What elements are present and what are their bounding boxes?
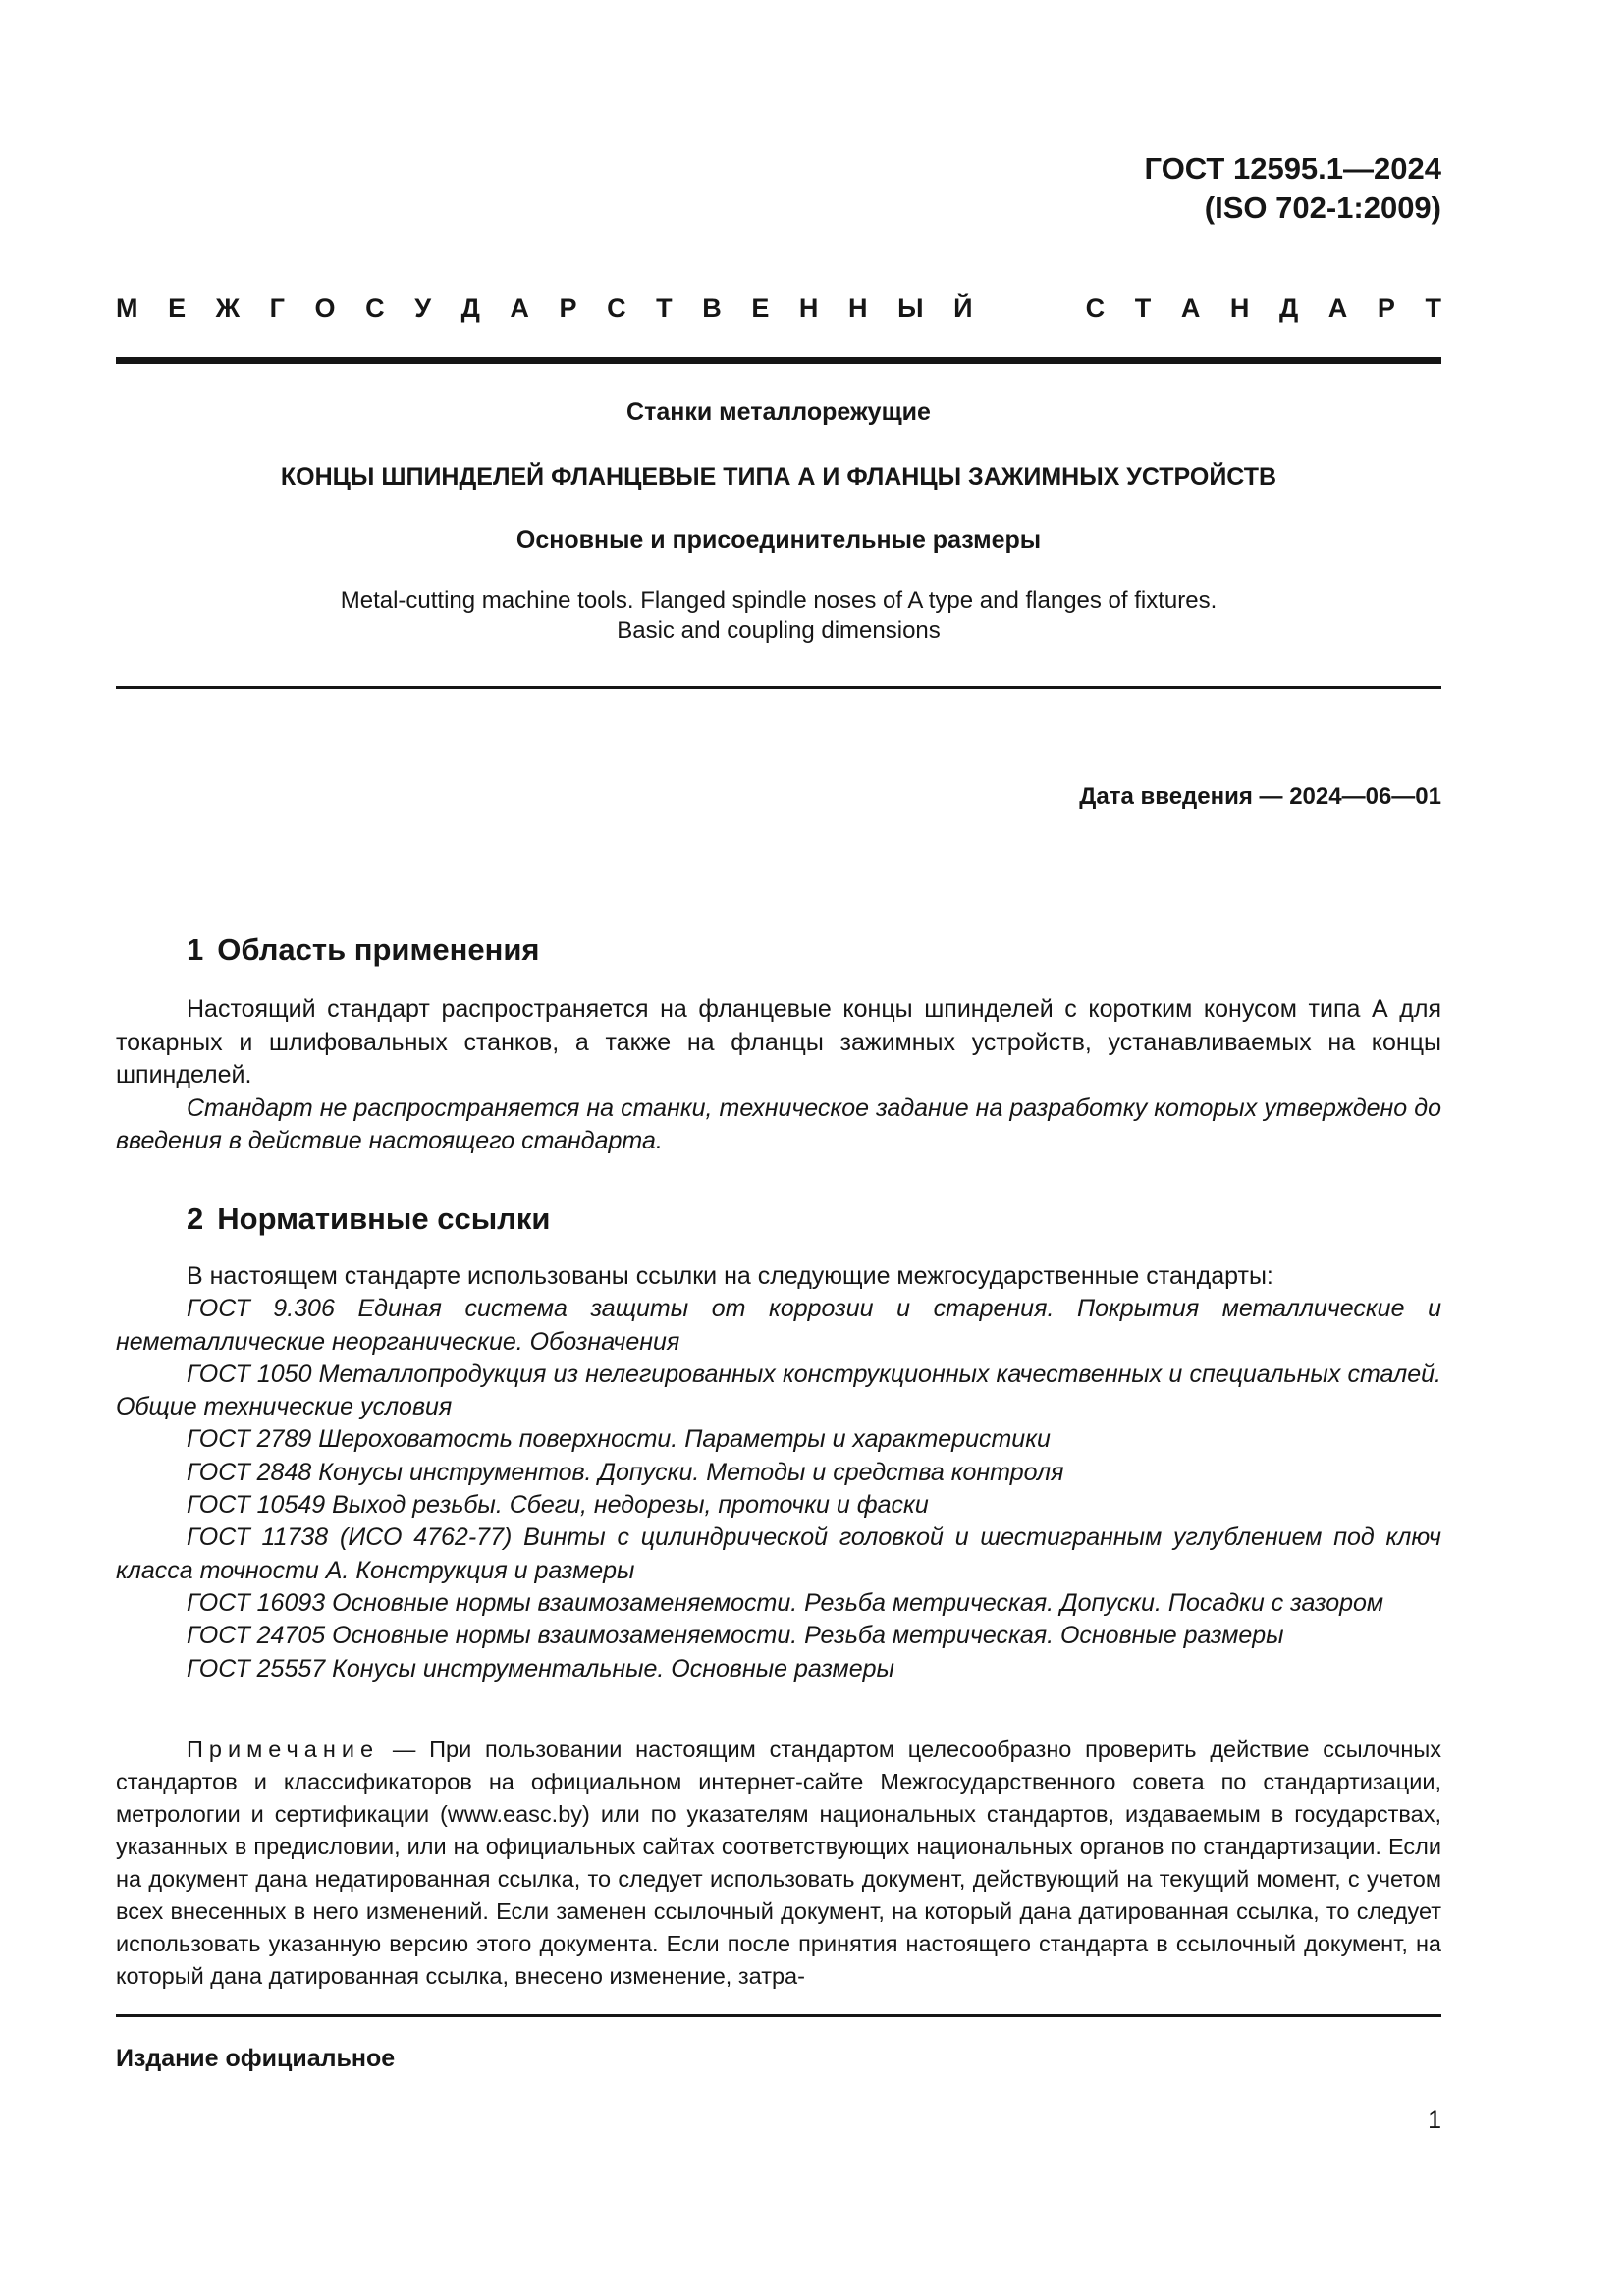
banner-letter: Т <box>1134 294 1152 323</box>
banner-letter: Р <box>1377 294 1395 323</box>
page-number: 1 <box>1428 2107 1441 2134</box>
date-of-introduction: Дата введения — 2024—06—01 <box>1079 783 1441 810</box>
section-2-number: 2 <box>187 1201 204 1236</box>
title-main: КОНЦЫ ШПИНДЕЛЕЙ ФЛАНЦЕВЫЕ ТИПА А И ФЛАНЦЫ ЗАЖИМНЫХ УСТРОЙСТВ <box>280 463 1277 491</box>
title-subtitle: Станки металлорежущие <box>626 399 931 426</box>
banner-letter: С <box>365 294 385 323</box>
banner-letter: О <box>314 294 336 323</box>
banner-letter: А <box>510 294 529 323</box>
banner-letter: С <box>1085 294 1106 323</box>
banner-letter: Т <box>656 294 673 323</box>
reference-item: ГОСТ 24705 Основные нормы взаимозаменяемости. Резьба метрическая. Основные размеры <box>187 1622 1284 1650</box>
note-paragraph <box>116 1734 1441 1993</box>
note-label: Примечание <box>187 1736 380 1762</box>
reference-item: ГОСТ 2789 Шероховатость поверхности. Параметры и характеристики <box>187 1425 1051 1454</box>
title-subtitle-2: Основные и присоединительные размеры <box>515 526 1042 554</box>
banner-letter: Н <box>848 294 868 323</box>
banner-letter: А <box>1327 294 1348 323</box>
english-title <box>116 585 1441 646</box>
section-1-heading <box>187 931 540 970</box>
banner-letter: В <box>702 294 722 323</box>
edition-label: Издание официальное <box>116 2045 396 2072</box>
section-2-intro: В настоящем стандарте использованы ссылки на следующие межгосударственные стандарты: <box>187 1262 1273 1290</box>
section-1-number: 1 <box>187 933 204 967</box>
header-rule <box>116 357 1441 364</box>
banner-letter: Г <box>269 294 285 323</box>
banner-word-gap <box>1002 291 1056 326</box>
english-title-line-2: Basic and coupling dimensions <box>617 617 941 644</box>
note-block <box>116 1734 1441 1993</box>
banner-letter: Й <box>953 294 973 323</box>
banner-letter: Е <box>168 294 187 323</box>
banner-letter: Д <box>460 294 480 323</box>
section-2-heading <box>187 1200 550 1239</box>
banner-letter: С <box>607 294 626 323</box>
standard-banner <box>116 291 1441 326</box>
footer-rule <box>116 2014 1441 2017</box>
title-rule <box>116 686 1441 689</box>
banner-letter: Т <box>1425 294 1441 323</box>
banner-letter: Н <box>798 294 819 323</box>
iso-code: (ISO 702-1:2009) <box>1204 190 1441 225</box>
standard-code: ГОСТ 12595.1—2024 <box>1144 151 1441 186</box>
standard-code-block <box>1145 149 1441 228</box>
reference-item: ГОСТ 11738 (ИСО 4762-77) Винты с цилиндрической головкой и шестигранным углублением под ключ класса точности А. Конструкция и размеры <box>116 1523 1441 1584</box>
banner-letter: Ж <box>215 294 241 323</box>
section-2-title: Нормативные ссылки <box>217 1201 551 1236</box>
banner-letter: Д <box>1278 294 1299 323</box>
reference-item: ГОСТ 2848 Конусы инструментов. Допуски. Методы и средства контроля <box>187 1458 1064 1486</box>
note-text: — При пользовании настоящим стандартом целесообразно проверить действие ссылочных стандартов и классификаторов на официальном интернет-сайте Межгосударственного совета по стандартизации, метрологии и сертификации (www.easc.by) или по указателям национальных стандартов, издаваемым в государствах, указанных в предисловии, или на официальных сайтах соответствующих национальных органов по стандартизации. Если на документ дана недатированная ссылка, то следует использовать документ, действующий на текущий момент, с учетом всех внесенных в него изменений. Если заменен ссылочный документ, на который дана датированная ссылка, то следует использовать указанную версию этого документа. Если после принятия настоящего стандарта в ссылочный документ, на который дана датированная ссылка, внесено изменение, затра- <box>116 1736 1441 1989</box>
section-1-body <box>116 993 1441 1158</box>
reference-item: ГОСТ 16093 Основные нормы взаимозаменяемости. Резьба метрическая. Допуски. Посадки с зазором <box>187 1588 1384 1617</box>
section-1-paragraph-2: Стандарт не распространяется на станки, техническое задание на разработку которых утверждено до введения в действие настоящего стандарта. <box>116 1094 1441 1154</box>
banner-letter: Ы <box>897 294 924 323</box>
english-title-line-1: Metal-cutting machine tools. Flanged spindle noses of A type and flanges of fixtures. <box>340 587 1218 614</box>
reference-item: ГОСТ 10549 Выход резьбы. Сбеги, недорезы, проточки и фаски <box>187 1491 929 1520</box>
reference-item: ГОСТ 1050 Металлопродукция из нелегированных конструкционных качественных и специальных сталей. Общие технические условия <box>116 1360 1441 1421</box>
banner-letter: М <box>116 294 138 323</box>
section-2-body <box>116 1260 1441 1685</box>
banner-letter: А <box>1180 294 1201 323</box>
banner-letter: У <box>414 294 432 323</box>
banner-letter: Р <box>559 294 577 323</box>
banner-letter: Н <box>1229 294 1250 323</box>
section-1-title: Область применения <box>217 933 540 967</box>
reference-item: ГОСТ 9.306 Единая система защиты от коррозии и старения. Покрытия металлические и неметаллические неорганические. Обозначения <box>116 1295 1441 1356</box>
banner-letter: Е <box>751 294 770 323</box>
reference-item: ГОСТ 25557 Конусы инструментальные. Основные размеры <box>187 1654 894 1682</box>
section-1-paragraph-1: Настоящий стандарт распространяется на фланцевые концы шпинделей с коротким конусом типа А для токарных и шлифовальных станков, а также на фланцы зажимных устройств, устанавливаемых на концы шпинделей. <box>116 995 1441 1089</box>
